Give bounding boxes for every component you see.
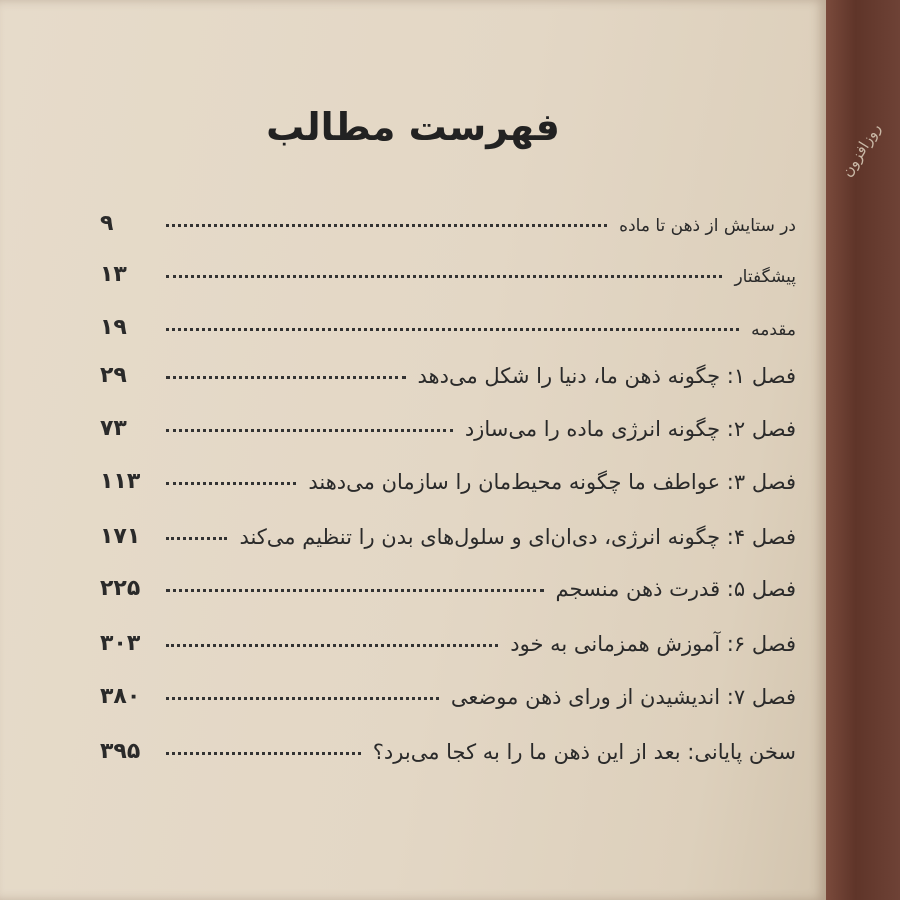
toc-entry-label: مقدمه (751, 320, 796, 340)
toc-entry-label: در ستایش از ذهن تا ماده (619, 216, 796, 236)
toc-entry (100, 243, 796, 287)
toc-entry (100, 450, 796, 494)
toc-entry (100, 612, 796, 656)
dot-leader (166, 752, 361, 755)
dot-leader (166, 537, 227, 540)
dot-leader (166, 697, 439, 700)
toc-page-number: ۹ (100, 211, 114, 236)
toc-entry-label: فصل ۳: عواطف ما چگونه محیط‌مان را سازمان می‌دهند (308, 470, 796, 494)
toc-page-number: ۳۰۳ (100, 631, 141, 656)
toc-entry-label: فصل ۴: چگونه انرژی، دی‌ان‌ای و سلول‌های بدن را تنظیم می‌کند (239, 525, 796, 549)
toc-page-number: ۲۲۵ (100, 576, 141, 601)
toc-page-number: ۱۹ (100, 315, 127, 340)
toc-entry (100, 665, 796, 709)
toc-entry (100, 557, 796, 601)
dot-leader (166, 482, 296, 485)
toc-entry-label: سخن پایانی: بعد از این ذهن ما را به کجا می‌برد؟ (372, 740, 796, 764)
dot-leader (166, 429, 453, 432)
page-title: فهرست مطالب (266, 105, 560, 149)
dot-leader (166, 644, 498, 647)
toc-entry-label: فصل ۱: چگونه ذهن ما، دنیا را شکل می‌دهد (417, 364, 796, 388)
toc-entry (100, 505, 796, 549)
toc-entry (100, 344, 796, 388)
toc-entry (100, 720, 796, 764)
toc-page-number: ۱۱۳ (100, 469, 141, 494)
toc-entry (100, 397, 796, 441)
toc-page-number: ۳۸۰ (100, 684, 141, 709)
toc-page-number: ۱۷۱ (100, 524, 141, 549)
dot-leader (166, 328, 739, 331)
toc-entry-label: فصل ۷: اندیشیدن از ورای ذهن موضعی (450, 685, 796, 709)
toc-entry-label: فصل ۵: قدرت ذهن منسجم (555, 577, 796, 601)
margin-stamp: روزافزون (837, 119, 885, 181)
dot-leader (166, 224, 607, 227)
toc-entry (100, 296, 796, 340)
dot-leader (166, 275, 722, 278)
toc-page-number: ۳۹۵ (100, 739, 141, 764)
toc-page-number: ۱۳ (100, 262, 127, 287)
toc-entry-label: فصل ۶: آموزش همزمانی به خود (510, 632, 796, 656)
toc-page-number: ۲۹ (100, 363, 127, 388)
dot-leader (166, 589, 544, 592)
toc-entry-label: پیشگفتار (734, 267, 796, 287)
toc-entry-label: فصل ۲: چگونه انرژی ماده را می‌سازد (464, 417, 796, 441)
toc-page-number: ۷۳ (100, 416, 127, 441)
toc-entry (100, 192, 796, 236)
dot-leader (166, 376, 406, 379)
